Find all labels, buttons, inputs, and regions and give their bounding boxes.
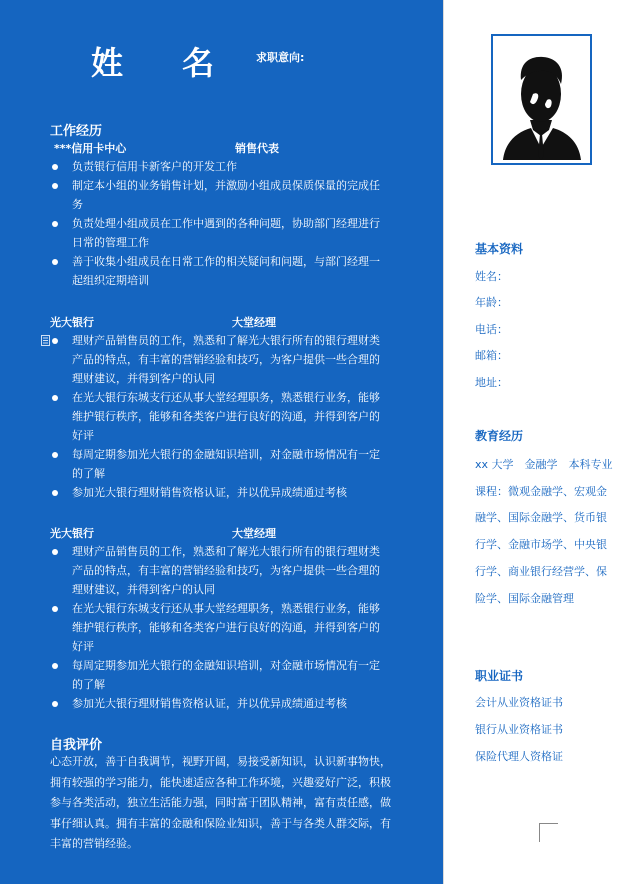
profile-photo bbox=[491, 34, 592, 165]
certificate-item: 银行从业资格证书 bbox=[475, 723, 563, 736]
job-1-header bbox=[50, 140, 430, 156]
page-corner-mark bbox=[539, 823, 558, 842]
education-text: xx 大学 金融学 本科专业课程：微观金融学、宏观金融学、国际金融学、货币银行学、金融市场学、中央银行学、商业银行经营学、保险学、国际金融管理 bbox=[475, 458, 613, 605]
basic-field-email: 邮箱： bbox=[475, 349, 508, 362]
basic-field-age: 年龄： bbox=[475, 296, 508, 309]
list-item: 每周定期参加光大银行的金融知识培训，对金融市场情况有一定的了解 bbox=[50, 656, 385, 694]
basic-field-address: 地址： bbox=[475, 376, 508, 389]
list-item: 参加光大银行理财销售资格认证，并以优异成绩通过考核 bbox=[50, 694, 385, 713]
certificate-item: 会计从业资格证书 bbox=[475, 696, 563, 709]
job-2-header bbox=[50, 314, 430, 330]
self-evaluation-text: 心态开放，善于自我调节，视野开阔，易接受新知识，认识新事物快，拥有较强的学习能力，能快速适应各种工作环境，兴趣爱好广泛，积极参与各类活动，独立生活能力强，同时富于团队精神，富有责任感，做事仔细认真。拥有丰富的金融和保险业知识，善于与各类人群交际，有丰富的营销经验。 bbox=[50, 755, 391, 850]
job-3-bullets bbox=[50, 542, 385, 713]
education-title: 教育经历 bbox=[475, 429, 524, 443]
job-1-bullets bbox=[50, 157, 385, 290]
list-item: 在光大银行东城支行还从事大堂经理职务，熟悉银行业务，能够维护银行秩序，能够和各类客户进行良好的沟通，并得到客户的好评 bbox=[50, 599, 385, 656]
list-item: 参加光大银行理财销售资格认证，并以优异成绩通过考核 bbox=[50, 483, 385, 502]
job-2-bullets bbox=[50, 331, 385, 502]
list-item: 在光大银行东城支行还从事大堂经理职务，熟悉银行业务，能够维护银行秩序，能够和各类客户进行良好的沟通，并得到客户的好评 bbox=[50, 388, 385, 445]
work-experience-title: 工作经历 bbox=[50, 124, 103, 139]
name-title: 姓 名 bbox=[91, 44, 239, 82]
job-2-company: 光大银行 bbox=[50, 316, 94, 329]
job-3-position: 大堂经理 bbox=[232, 527, 276, 540]
basic-field-phone: 电话： bbox=[475, 323, 508, 336]
job-1-position: 销售代表 bbox=[235, 142, 279, 155]
list-item: 负责处理小组成员在工作中遇到的各种问题，协助部门经理进行日常的管理工作 bbox=[50, 214, 385, 252]
job-3-header bbox=[50, 525, 430, 541]
self-evaluation-title: 自我评价 bbox=[50, 738, 103, 753]
certificates-title: 职业证书 bbox=[475, 669, 524, 683]
job-2-position: 大堂经理 bbox=[232, 316, 276, 329]
basic-info-title: 基本资料 bbox=[475, 242, 524, 256]
certificate-item: 保险代理人资格证 bbox=[475, 750, 563, 763]
basic-field-name: 姓名： bbox=[475, 270, 508, 283]
document-icon bbox=[41, 335, 50, 346]
list-item: 制定本小组的业务销售计划，并激励小组成员保质保量的完成任务 bbox=[50, 176, 385, 214]
job-1-company: ***信用卡中心 bbox=[54, 142, 127, 155]
job-3-company: 光大银行 bbox=[50, 527, 94, 540]
list-item: 理财产品销售员的工作，熟悉和了解光大银行所有的银行理财类产品的特点，有丰富的营销经验和技巧，为客户提供一些合理的 理财建议，并得到客户的认同 bbox=[50, 542, 385, 599]
list-item: 负责银行信用卡新客户的开发工作 bbox=[50, 157, 385, 176]
list-item: 善于收集小组成员在日常工作的相关疑问和问题，与部门经理一起组织定期培训 bbox=[50, 252, 385, 290]
portrait-silhouette-icon bbox=[493, 36, 590, 163]
list-item: 理财产品销售员的工作，熟悉和了解光大银行所有的银行理财类产品的特点，有丰富的营销经验和技巧，为客户提供一些合理的 理财建议，并得到客户的认同 bbox=[50, 331, 385, 388]
list-item: 每周定期参加光大银行的金融知识培训，对金融市场情况有一定的了解 bbox=[50, 445, 385, 483]
job-intent-label: 求职意向: bbox=[256, 51, 305, 64]
